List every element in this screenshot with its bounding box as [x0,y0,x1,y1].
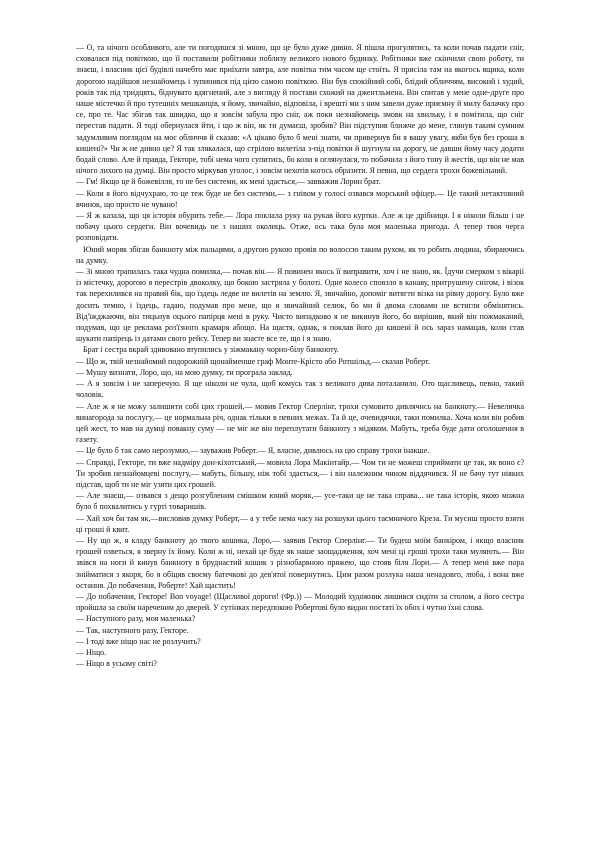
paragraph: — Ну що ж, я кладу банкноту до твого кошика, Лоро,— заявив Гектор Сперлінг.— Ти будеш моїм банкіром, і якщо власник грошей озветься, я зверну їх йому. Коли ж ні, нехай це буде як наше заощадження, хоч мені ці гроші трохи таки муляють.— Він звівся на ноги й кинув банкноту в бруднастий кошик з різнобарвною пряжею, що стояв біля Лори.— А тепер мені вже пора знійматися з якоря, бо я обіцяв своєму батечкові до дев'ятої повернутись. Цим разом розлука наша ненадовго, люба, і вона вже остання. До побачення, Роберте! Хай щастить! [76,535,524,590]
paragraph: — Справді, Гекторе, ти вже надміру дон-кіхотський,— мовила Лора Макінтайр.— Чом ти не можеш сприймати це так, як воно є? Ти зробив незнайомцеві послугу,— мабуть, більшу, ніж тобі здається,— і він належним чином віддячився. Я не бачу тут ніяких підстав, щоб ти не міг узяти цих грошей. [76,457,524,489]
paragraph: — Зі мною трапилась така чудна помилка,— почав він.— Я повинен якось її виправити, хоч і не знаю, як. Їдучи смерком з вікарії із містечку, дорогою я перестрів двоколку, що бокою застряла у болоті. Одне колесо сповзло в канаву, притрушену снігом, і візок так перехилився на правий бік, що їздець ледве не вилетів на землю. Я, звичайно, допоміг витягти візка на рівну дорогу. Було вже досить темно, і їздець, гадаю, подумав про мене, що я звичайний селюк, бо ми й двома словами не встигли обмінятись. Від'їжджаючи, він тицьнув оцього папірця мені в руку. Чисто випадково я не викинув його, бо вирішив, який він пожмаканий, подумав, що це реклама роз'їзного крамаря абощо. На щастя, однак, я поклав його до кишені й ось зараз намацав, коли став шукати папірець із датами свого рейсу. Тепер ви знаєте все те, що і я знаю. [76,267,524,344]
paragraph: — Це було б так само нерозумно,— зауважив Роберт.— Я, власне, дивлюсь на цю справу трохи інакше. [76,446,430,456]
paragraph: — Так, наступного разу, Гекторе. [76,625,189,635]
paragraph: — До побачення, Гекторе! Bon voyage! (Щасливої дороги! (Фр.)) — Молодий художник лишився сидіти за столом, а його сестра пройшла за своїм нареченим до дверей. У сутінках передпокою Робертові було видно постаті їх обох і чутно їхні слова. [76,591,524,613]
paragraph: — Хай хоч би там як,—висловив думку Роберт,— а у тебе нема часу на розшуки цього таємничого Креза. Ти мусиш просто взяти ці гроші й квит. [76,513,524,534]
paragraph: — Гм! Якщо це й божевілля, то не без системи, як мені здається,— завважив Лорин брат. [76,177,381,187]
paragraph: — Ніщо в усьому світі? [76,659,157,669]
paragraph: — Що ж, твій незнайомий подорожній щонайменше граф Монте-Крісто або Ротшільд,— сказав Роберт. [76,356,430,366]
paragraph: — Наступного разу, моя маленька? [76,614,196,624]
paragraph: — О, та нічого особливого, але ти погодишся зі мною, що це було дуже дивно. Я пішла прогулятись, та коли почав падати сніг, сховалася під повіткою, що її поставили робітники поблизу великого нового будинку. Робітники вже скінчили свою роботу, ти знаєш, і власник цієї будівлі начебто має приїхати завтра, але повітка тим часом ще стоїть. Я присіла там на якогось ящика, коли дорогою надійшов незнайомець і зупинився під цією самою повіткою. Він був спокійний собі, блідий обличчям, високий і худий, років так під тридцять, біднувато вдягнений, але з вигляду й постави схожий на джентльмена. Він спитав у мене одне-друге про наше містечко й про тутешніх мешканців, я йому, звичайно, відповіла, і врешті ми з ним завели дуже приємну й милу балачку про се, про те. Час збігав так швидко, що я зовсім забула про сніг, аж поки незнайомець змовк на хвильку, і я помітила, що сніг перестав падати. Я тоді обернулася йти, і що ж він, як ти думаєш, зробив? Він підступив ближче до мене, глянув таким сумним задумливим поглядом на моє обличчя й сказав: «А цікаво було б мені знати, чи привернув би я вашу увагу, якби був без гроша в кишені?» Чи ж не дивно це? Я так злякалася, що стрілою вилетіла з-під повітки й шугнула на дорогу, не давши йому часу додати бодай слово. Але й правда, Гекторе, тобі нема чого супитись, бо коли я оглянулася, то побачила з його тону й жестів, що він не мав нічого лихого на думці. Він просто міркував уголос, і зовсім нехотів когось образити. Я певна, що сердега трохи божевільний. [76,43,524,176]
paragraph: — Коли я його відчухраю, то це теж буде не без системи,— з гнівом у голосі озвався морський офіцер.— Це такий нетактовний вчинок, що просто не чувано! [76,188,524,209]
paragraph: — Але ж я не можу залишити собі цих грошей,— мовив Гектор Сперлінг, трохи сумовито дивлячись на банкноту.— Невеличка винагорода за послугу,— це нормальна річ, однак тільки в певних межах. Та й це, очевидячки, таки помилка. Хоча коли він робив цей жест, то мав на думці повакну суму — не міг же він переплутати банкноту з мідяком. Мабуть, треба буде дати оголошення в газету. [76,401,524,445]
paragraph: — А я зовсім і не заперечую. Я ще ніколи не чула, щоб комусь так з великого дива поталанило. Ото щасливець, певно, такий чоловік. [76,379,524,400]
paragraph: — Але знаєш,— озвався з дещо розгубленим смішком юний моряк,— усе-таки це не така справа... не така історія, якою можна було б похвалитись у гурті товаришів. [76,491,524,512]
paragraph: — Ніщо. [76,647,107,657]
paragraph: — Я ж казала, що ця історія обурить тебе.— Лора поклала руку на рукав його куртки. Але ж це дрібниця. І я ніколи більш і не побачу цього сердеги. Він вочевидь не з наших околиць. Отже, ось така була моя маленька пригода. А тепер твоя черга розповідати. [76,211,524,243]
paragraph: Брат і сестра вкрай здивовано втупились у зіжмакану чорно-білу банкноту. [83,345,339,355]
paragraph: Юний моряк збігав банкноту між пальцями, а другою рукою провів по волоссю таким рухом, як то робить людина, збираючись на думку. [76,244,524,265]
paragraph: — Мушу визнати, Лоро, що, на мою думку, ти програла заклад. [76,367,293,377]
paragraph: — І тоді вже ніщо нас не розлучить? [76,636,201,646]
